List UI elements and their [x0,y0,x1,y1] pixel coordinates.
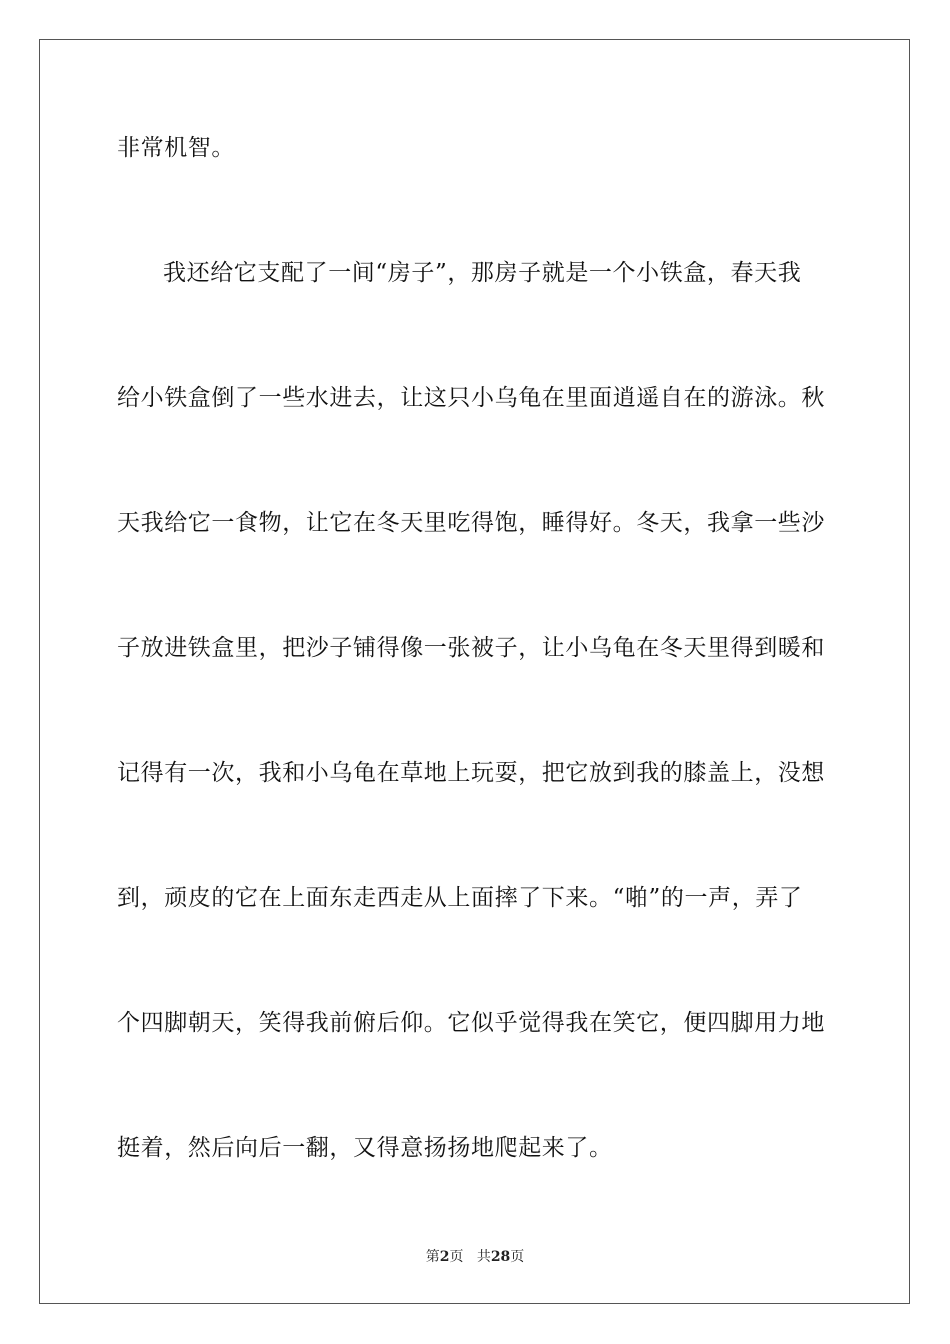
page-prefix: 第 [425,1249,440,1265]
body-line-2: 我还给它支配了一间“房子”，那房子就是一个小铁盒，春天我 [163,260,802,286]
body-line-8: 个四脚朝天，笑得我前俯后仰。它似乎觉得我在笑它，便四脚用力地 [117,1010,825,1036]
body-line-7: 到，顽皮的它在上面东走西走从上面摔了下来。“啪”的一声，弄了 [117,885,803,911]
page-suffix: 页 [449,1249,464,1265]
total-suffix: 页 [510,1249,525,1265]
page-frame [39,39,910,1304]
page-footer [0,1248,950,1266]
body-line-6: 记得有一次，我和小乌龟在草地上玩耍，把它放到我的膝盖上，没想 [117,760,825,786]
body-line-1: 非常机智。 [117,135,235,161]
total-pages: 28 [490,1249,511,1265]
body-line-3: 给小铁盒倒了一些水进去，让这只小乌龟在里面逍遥自在的游泳。秋 [117,385,825,411]
total-prefix: 共 [476,1249,491,1265]
body-line-5: 子放进铁盒里，把沙子铺得像一张被子，让小乌龟在冬天里得到暖和 [117,635,825,661]
page-number: 2 [439,1249,450,1265]
body-line-9: 挺着，然后向后一翻，又得意扬扬地爬起来了。 [117,1135,613,1161]
body-line-4: 天我给它一食物，让它在冬天里吃得饱，睡得好。冬天，我拿一些沙 [117,510,825,536]
